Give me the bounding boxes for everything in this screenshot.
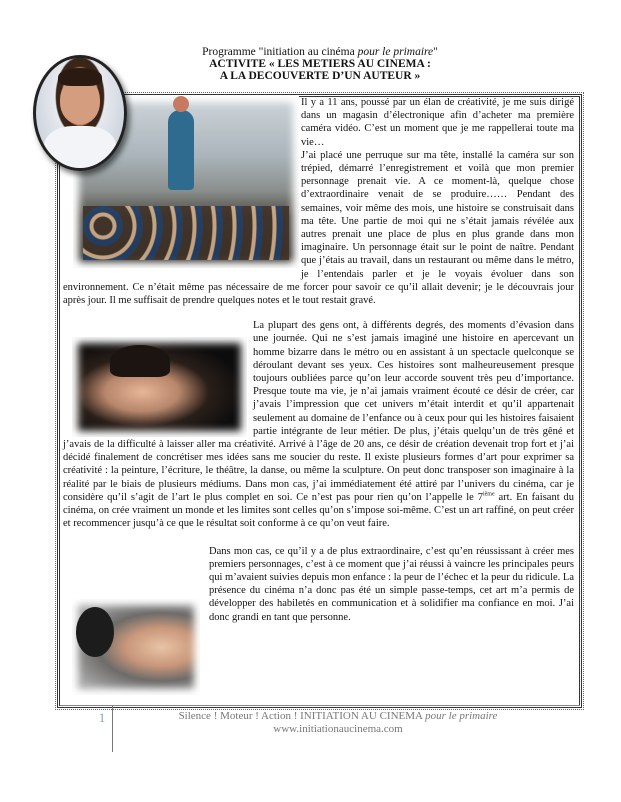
ordinal-suffix: ième <box>482 491 495 498</box>
paragraph-4: Dans mon cas, ce qu’il y a de plus extraordinaire, c’est qu’en réussissant à créer mes premiers personnages, c’est à ce moment que j’ai réussi à vaincre les principales peurs qui m’avaient suivies depuis mon enfance : la peur de l’échec et la peur du ridicule. La présence du cinéma n’a donc pas été un simple passe-temps, cet art m’a permis de développer des habiletés en communication et à solidifier ma confiance en moi. J’ai donc grandi en tant que personne. <box>209 545 574 623</box>
photo3-spacer <box>63 547 209 647</box>
photo2-spacer <box>63 321 253 427</box>
article-body <box>63 96 574 647</box>
footer-rule <box>60 705 580 706</box>
document-header <box>150 46 490 82</box>
paragraph-3-end: art. En faisant du cinéma, on crée vraiment un monde et les limites sont celles qu’on s’impose soi-même. C’est un art raffiné, on peut créer et recommencer jusqu’à ce que le résultat soit conforme à ce qu’on veut faire. <box>63 491 574 530</box>
activity-subtitle: A LA DECOUVERTE D’UN AUTEUR » <box>219 70 421 82</box>
program-title-text: Programme "initiation au cinéma <box>202 46 358 58</box>
footer-website: www.initiationaucinema.com <box>273 723 403 735</box>
paragraph-1: Il y a 11 ans, poussé par un élan de créativité, je me suis dirigé dans un magasin d’électronique afin d’acheter ma première caméra vidéo. C’est un moment que je me rappellerai toute ma vie… <box>301 97 574 148</box>
portrait-hair <box>58 68 102 86</box>
footer-divider <box>112 706 113 752</box>
program-title <box>150 46 490 58</box>
program-title-quote: " <box>433 46 438 58</box>
footer-title-text: Silence ! Moteur ! Action ! INITIATION AU CINEMA <box>178 710 426 722</box>
program-title-italic: pour le primaire <box>357 46 434 58</box>
page-number: 1 <box>98 710 106 725</box>
footer-title-italic: pour le primaire <box>425 710 498 722</box>
portrait-shirt <box>44 126 116 171</box>
footer-title <box>118 710 558 723</box>
paragraph-3-text: La plupart des gens ont, à différents degrés, des moments d’évasion dans une journée. Qui ne s’est jamais imaginé une histoire en apercevant un homme bizarre dans le métro ou en assistant à un spectacle quelconque se déroulant devant ses yeux. Ces histoires sont malheureusement presque toujours oubliées parce qu’on leur accorde souvent très peu d’importance. Presque toute ma vie, je n’ai jamais vraiment écouté ce désir de créer, car j’avais l’impression que cet univers m’était interdit et qu’il appartenait seulement au domaine de l’enfance ou à ceux pour qui les histoires faisaient partie intégrante de leur métier. De plus, j’étais quelqu’un de très gêné et j’avais de la difficulté à laisser aller ma créativité. Arrivé à l’âge de 20 ans, ce désir de création devenait trop fort et j’ai décidé finalement de concrétiser mes idées sans me soucier du reste. Il existe plusieurs formes d’art pour exprimer sa créativité : la peinture, l’écriture, le théâtre, la danse, ou même la sculpture. On peut donc transposer son imaginaire à la réalité par le biais de plusieurs médiums. Dans mon cas, j’ai immédiatement été attiré par l’univers du cinéma, car je considère qu’il s’agit de l’art le plus complet en soi. Ce n’est pas pour rien qu’on l’appelle le 7 <box>63 320 574 503</box>
paragraph-2: J’ai placé une perruque sur ma tête, installé la caméra sur son trépied, démarré l’enregistrement et voilà que mon premier personnage prenait vie. A ce moment-là, quelque chose d’extraordinaire venait de se produire…… Pendant des semaines, voir même des mois, une histoire se construisait dans ma tête. Une partie de moi qui ne s’était jamais révélée aux autres prenait une place de plus en plus grande dans mon imaginaire. Un personnage était sur le point de naître. Pendant que j’étais au travail, dans un restaurant ou même dans le métro, je l’entendais parler et je le voyais évoluer dans son environnement. Ce n’était même pas nécessaire de me forcer pour savoir ce qu’il allait devenir; je le découvrais jour après jour. Il me suffisait de prendre quelques notes et le tout restait gravé. <box>63 149 574 307</box>
page-footer <box>118 710 558 736</box>
activity-title: ACTIVITE « LES METIERS AU CINEMA : <box>209 58 431 70</box>
author-portrait <box>33 55 127 171</box>
